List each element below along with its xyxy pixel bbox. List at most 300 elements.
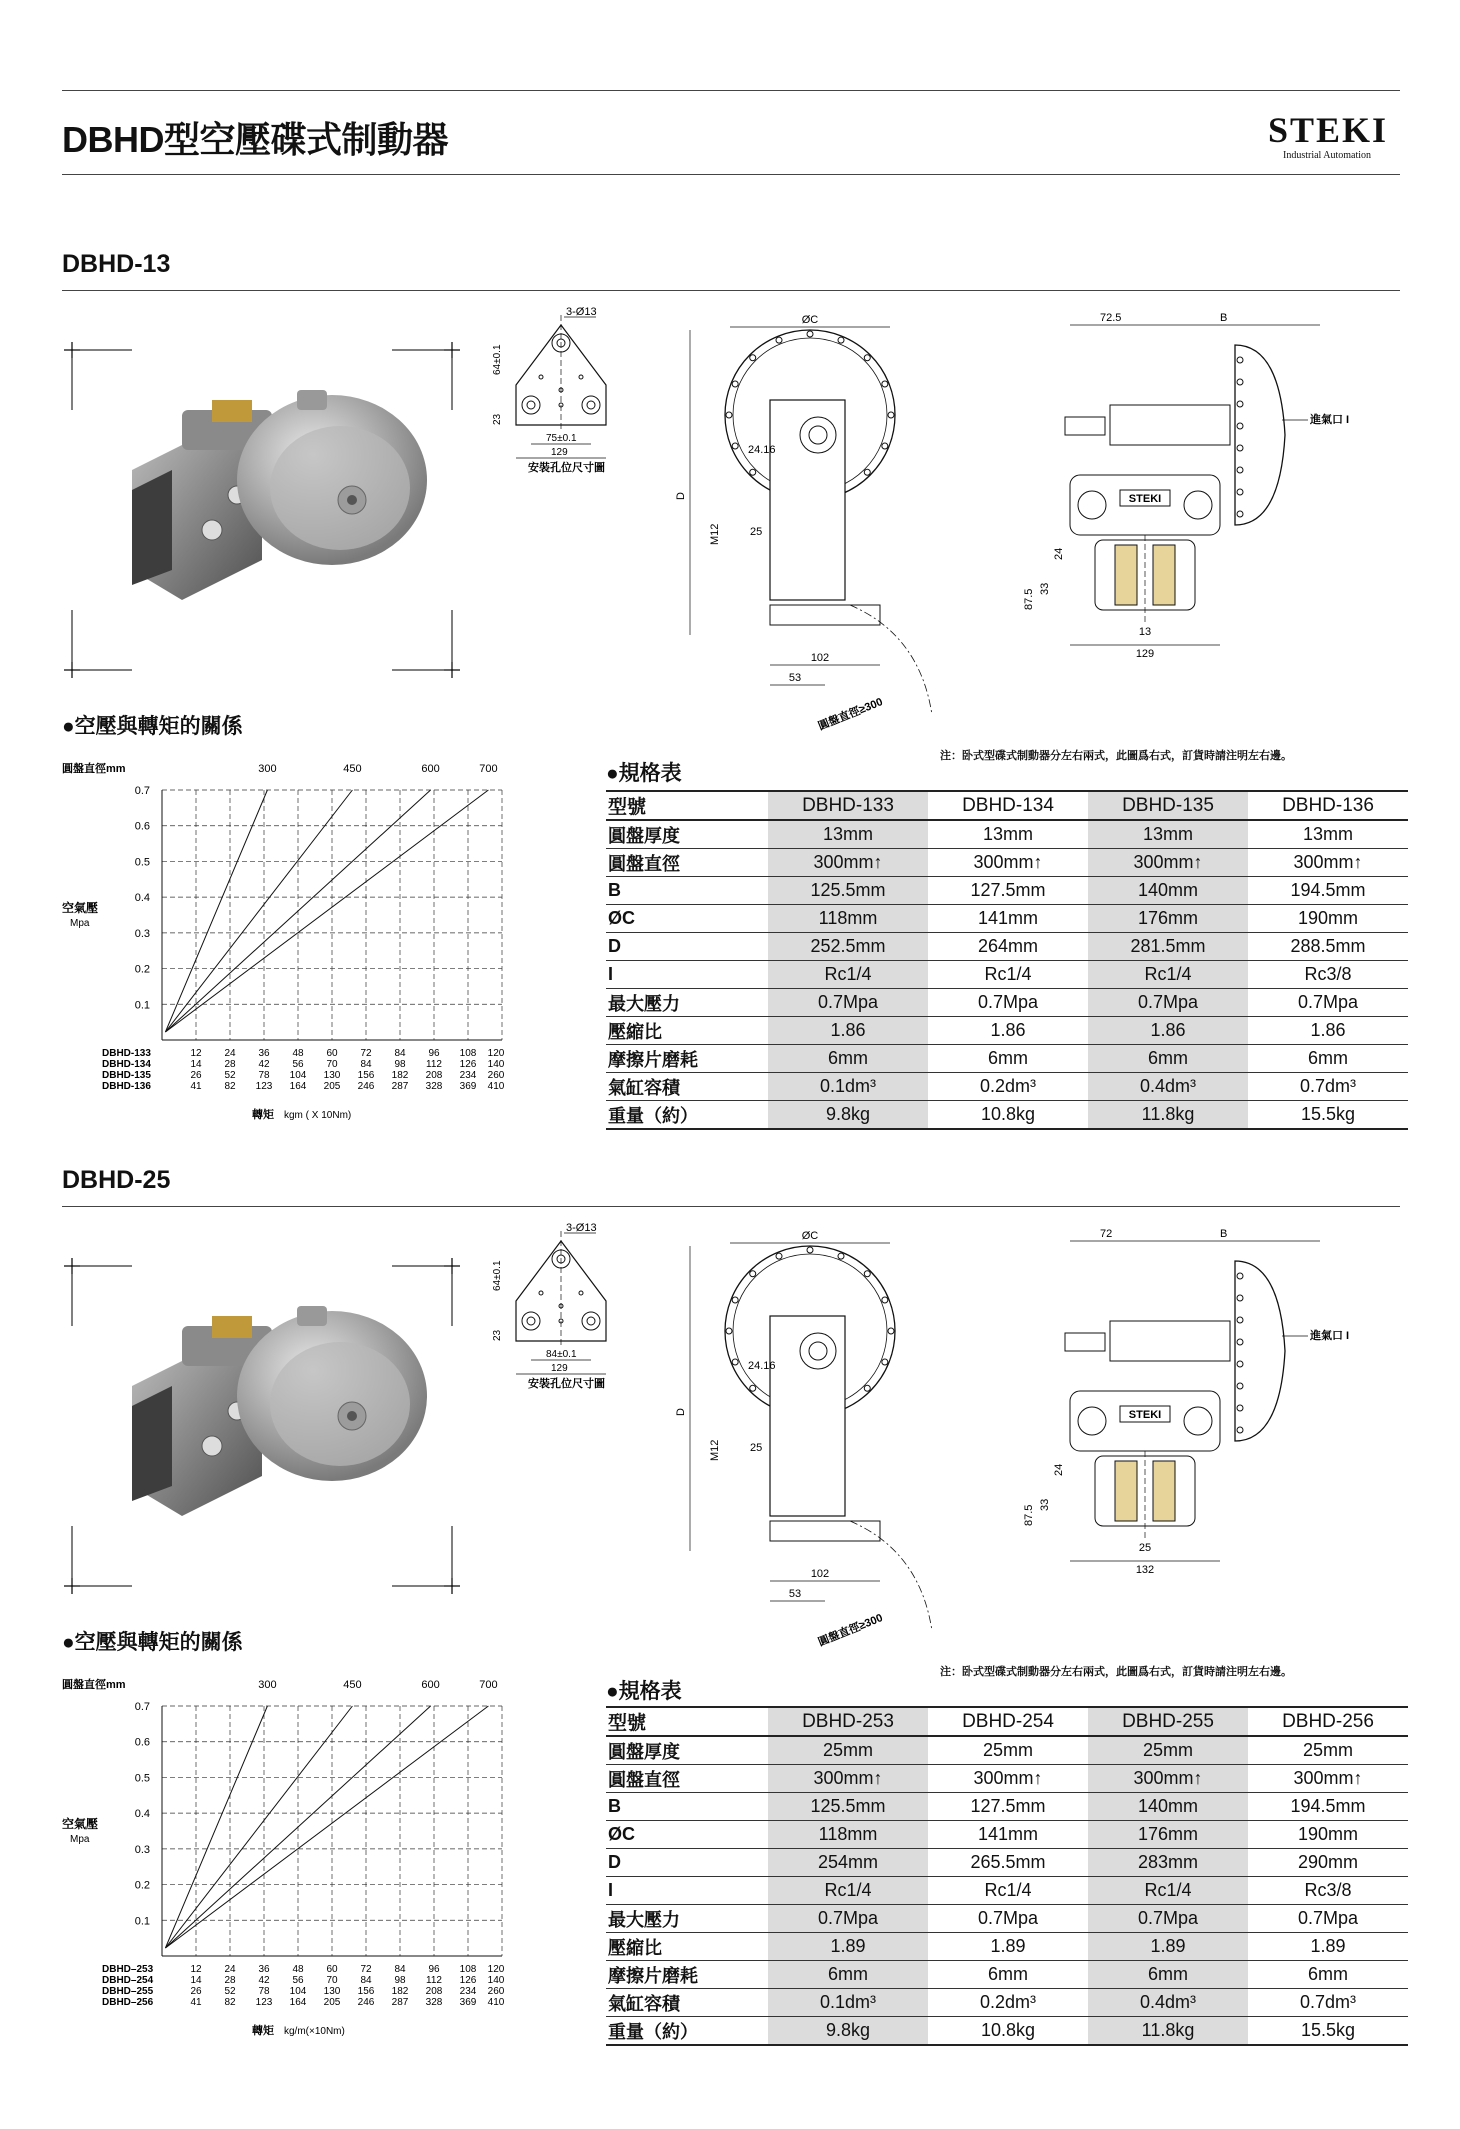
series-line-450 bbox=[165, 790, 352, 1032]
spec-cell: 190mm bbox=[1248, 1821, 1408, 1849]
tick-value: 205 bbox=[323, 1997, 341, 2008]
tick-value: 104 bbox=[289, 1986, 307, 1997]
tick-value: 84 bbox=[360, 1059, 372, 1070]
spec-label: 圓盤厚度 bbox=[606, 1736, 768, 1765]
spec-cell: DBHD-133 bbox=[768, 791, 928, 820]
tick-value: 72 bbox=[360, 1964, 372, 1975]
table-row bbox=[606, 1707, 1408, 1736]
spec-cell: 25mm bbox=[1248, 1736, 1408, 1765]
spec-cell: 125.5mm bbox=[768, 877, 928, 905]
tick-value: 82 bbox=[224, 1997, 236, 2008]
table-row bbox=[606, 961, 1408, 989]
series-line-700 bbox=[165, 1706, 488, 1948]
spec-label: D bbox=[606, 1849, 768, 1877]
tick-value: 130 bbox=[323, 1986, 341, 1997]
side-h2-label: 33 bbox=[1039, 1498, 1051, 1511]
order-note: 注：卧式型碟式制動器分左右兩式，此圖爲右式，訂貨時請注明左右邊。 bbox=[940, 1666, 1292, 1678]
spec-cell: 300mm↑ bbox=[1248, 849, 1408, 877]
product-photo bbox=[62, 1246, 462, 1606]
spec-cell: 25mm bbox=[928, 1736, 1088, 1765]
spec-cell: 9.8kg bbox=[768, 1101, 928, 1130]
tick-value: 260 bbox=[487, 1070, 505, 1081]
side-h3-label: 24 bbox=[1053, 1463, 1065, 1476]
spec-cell: 118mm bbox=[768, 905, 928, 933]
page-title: DBHD型空壓碟式制動器 bbox=[62, 119, 448, 160]
spec-cell: 252.5mm bbox=[768, 933, 928, 961]
y-tick-label: 0.3 bbox=[134, 1843, 150, 1856]
tick-value: 410 bbox=[487, 1997, 505, 2008]
front-m-label: M12 bbox=[709, 1439, 721, 1461]
tick-value: 12 bbox=[190, 1048, 202, 1059]
spec-cell: Rc1/4 bbox=[768, 1877, 928, 1905]
spec-cell: 1.86 bbox=[1088, 1017, 1248, 1045]
spec-cell: 281.5mm bbox=[1088, 933, 1248, 961]
table-row bbox=[606, 1905, 1408, 1933]
spec-cell: 0.7Mpa bbox=[1088, 1905, 1248, 1933]
spec-cell: 13mm bbox=[768, 820, 928, 849]
air-pressure-torque-chart bbox=[62, 1668, 582, 2048]
chart-ylabel-unit: Mpa bbox=[70, 918, 90, 929]
spec-cell: 6mm bbox=[768, 1961, 928, 1989]
spec-label: 摩擦片磨耗 bbox=[606, 1961, 768, 1989]
spec-cell: 9.8kg bbox=[768, 2017, 928, 2046]
tick-value: 287 bbox=[391, 1997, 409, 2008]
specs-title: ●規格表 bbox=[606, 762, 682, 785]
table-row bbox=[606, 849, 1408, 877]
front-view-drawing bbox=[670, 1221, 940, 1651]
brand-logo: STEKI bbox=[1268, 110, 1389, 150]
specs-table bbox=[606, 1706, 1408, 2046]
spec-cell: 194.5mm bbox=[1248, 877, 1408, 905]
tick-value: 60 bbox=[326, 1048, 338, 1059]
side-view-drawing bbox=[1020, 1221, 1350, 1641]
spec-cell: DBHD-136 bbox=[1248, 791, 1408, 820]
spec-cell: 0.7Mpa bbox=[768, 1905, 928, 1933]
tick-value: 70 bbox=[326, 1059, 338, 1070]
disc-label-300: 300 bbox=[258, 1679, 277, 1691]
spec-cell: 11.8kg bbox=[1088, 1101, 1248, 1130]
tick-value: 60 bbox=[326, 1964, 338, 1975]
spec-cell: 1.86 bbox=[768, 1017, 928, 1045]
spec-cell: 141mm bbox=[928, 1821, 1088, 1849]
table-row bbox=[606, 1101, 1408, 1130]
tick-value: 78 bbox=[258, 1070, 270, 1081]
side-a-label: 72.5 bbox=[1100, 312, 1122, 324]
side-nameplate: STEKI bbox=[1128, 1409, 1162, 1421]
table-row bbox=[606, 1073, 1408, 1101]
spec-cell: 141mm bbox=[928, 905, 1088, 933]
tick-value: 140 bbox=[487, 1059, 505, 1070]
table-row bbox=[606, 1017, 1408, 1045]
product-photo bbox=[62, 330, 462, 690]
tick-value: 96 bbox=[428, 1964, 440, 1975]
tick-value: 52 bbox=[224, 1070, 236, 1081]
tick-value: 123 bbox=[255, 1081, 273, 1092]
spec-cell: 140mm bbox=[1088, 1793, 1248, 1821]
spec-cell: Rc1/4 bbox=[928, 961, 1088, 989]
table-row bbox=[606, 1877, 1408, 1905]
spec-cell: 1.86 bbox=[928, 1017, 1088, 1045]
spec-cell: Rc1/4 bbox=[928, 1877, 1088, 1905]
specs-table bbox=[606, 790, 1408, 1130]
tick-value: 208 bbox=[425, 1070, 443, 1081]
front-b-label: 25 bbox=[750, 1442, 763, 1454]
tick-value: 328 bbox=[425, 1997, 443, 2008]
tick-value: 84 bbox=[360, 1975, 372, 1986]
spec-label: 重量（約） bbox=[606, 2017, 768, 2046]
side-w1-label: 13 bbox=[1138, 626, 1152, 638]
spec-cell: 6mm bbox=[1248, 1045, 1408, 1073]
tick-value: 56 bbox=[292, 1059, 304, 1070]
tick-value: 126 bbox=[459, 1059, 477, 1070]
tick-value: 26 bbox=[190, 1070, 202, 1081]
mount-h1-label: 64±0.1 bbox=[492, 344, 503, 375]
spec-cell: 0.7dm³ bbox=[1248, 1989, 1408, 2017]
spec-cell: 264mm bbox=[928, 933, 1088, 961]
y-tick-label: 0.6 bbox=[134, 1736, 150, 1749]
spec-cell: 0.7Mpa bbox=[1248, 1905, 1408, 1933]
tick-value: 208 bbox=[425, 1986, 443, 1997]
front-a-label: 24.16 bbox=[748, 444, 776, 456]
spec-cell: 190mm bbox=[1248, 905, 1408, 933]
spec-cell: 13mm bbox=[928, 820, 1088, 849]
section-rule bbox=[62, 290, 1400, 291]
tick-value: 28 bbox=[224, 1975, 236, 1986]
tick-value: 24 bbox=[224, 1048, 236, 1059]
tick-value: 14 bbox=[190, 1975, 202, 1986]
spec-cell: 0.1dm³ bbox=[768, 1989, 928, 2017]
chart-xlabel-unit: kg/m(×10Nm) bbox=[284, 2026, 345, 2037]
side-b-label: B bbox=[1220, 312, 1228, 324]
spec-cell: DBHD-255 bbox=[1088, 1707, 1248, 1736]
spec-label: 壓縮比 bbox=[606, 1933, 768, 1961]
spec-cell: 127.5mm bbox=[928, 1793, 1088, 1821]
tick-value: 328 bbox=[425, 1081, 443, 1092]
tick-value: 78 bbox=[258, 1986, 270, 1997]
spec-label: 重量（約） bbox=[606, 1101, 768, 1130]
spec-cell: 1.86 bbox=[1248, 1017, 1408, 1045]
disc-label-450: 450 bbox=[343, 763, 362, 775]
side-h1-label: 87.5 bbox=[1023, 588, 1035, 610]
chart-ylabel-top: 圓盤直徑mm bbox=[62, 763, 126, 775]
spec-cell: Rc3/8 bbox=[1248, 1877, 1408, 1905]
y-tick-label: 0.1 bbox=[134, 999, 150, 1012]
spec-cell: DBHD-135 bbox=[1088, 791, 1248, 820]
side-h2-label: 33 bbox=[1039, 582, 1051, 595]
spec-cell: 1.89 bbox=[1248, 1933, 1408, 1961]
spec-label: 圓盤直徑 bbox=[606, 1765, 768, 1793]
spec-cell: 0.7Mpa bbox=[1088, 989, 1248, 1017]
mount-h2-label: 23 bbox=[492, 413, 503, 425]
spec-cell: 25mm bbox=[768, 1736, 928, 1765]
spec-cell: Rc1/4 bbox=[1088, 1877, 1248, 1905]
spec-cell: DBHD-253 bbox=[768, 1707, 928, 1736]
mount-holes-label: 3-Ø13 bbox=[566, 306, 597, 318]
tick-value: 14 bbox=[190, 1059, 202, 1070]
section-rule bbox=[62, 1206, 1400, 1207]
spec-cell: 300mm↑ bbox=[1248, 1765, 1408, 1793]
section-title: DBHD-13 bbox=[62, 250, 171, 278]
tick-row-model: DBHD–253 bbox=[102, 1964, 154, 1975]
specs-title: ●規格表 bbox=[606, 1680, 682, 1703]
tick-value: 104 bbox=[289, 1070, 307, 1081]
tick-value: 205 bbox=[323, 1081, 341, 1092]
tick-value: 82 bbox=[224, 1081, 236, 1092]
mount-caption: 安裝孔位尺寸圖 bbox=[528, 1378, 605, 1390]
tick-value: 108 bbox=[459, 1964, 477, 1975]
mount-h1-label: 64±0.1 bbox=[492, 1260, 503, 1291]
chart-xlabel: 轉矩 bbox=[252, 2025, 274, 2037]
spec-label: 圓盤厚度 bbox=[606, 820, 768, 849]
front-w2-label: 53 bbox=[788, 1588, 802, 1600]
front-b-label: 25 bbox=[750, 526, 763, 538]
spec-label: D bbox=[606, 933, 768, 961]
spec-label: B bbox=[606, 877, 768, 905]
spec-label: 最大壓力 bbox=[606, 989, 768, 1017]
tick-value: 112 bbox=[426, 1059, 442, 1070]
spec-cell: 0.1dm³ bbox=[768, 1073, 928, 1101]
spec-cell: Rc1/4 bbox=[768, 961, 928, 989]
spec-cell: 11.8kg bbox=[1088, 2017, 1248, 2046]
tick-value: 72 bbox=[360, 1048, 372, 1059]
front-w2-label: 53 bbox=[788, 672, 802, 684]
front-view-drawing bbox=[670, 305, 940, 735]
spec-cell: 288.5mm bbox=[1248, 933, 1408, 961]
spec-cell: 0.7Mpa bbox=[928, 989, 1088, 1017]
tick-value: 24 bbox=[224, 1964, 236, 1975]
tick-value: 98 bbox=[394, 1059, 406, 1070]
tick-value: 48 bbox=[292, 1964, 304, 1975]
spec-cell: 140mm bbox=[1088, 877, 1248, 905]
side-h1-label: 87.5 bbox=[1023, 1504, 1035, 1526]
disc-label-300: 300 bbox=[258, 763, 277, 775]
tick-value: 120 bbox=[487, 1048, 505, 1059]
tick-value: 84 bbox=[394, 1964, 406, 1975]
side-w1-label: 25 bbox=[1138, 1542, 1152, 1554]
disc-label-700: 700 bbox=[479, 763, 498, 775]
spec-label: I bbox=[606, 1877, 768, 1905]
spec-cell: 0.2dm³ bbox=[928, 1073, 1088, 1101]
side-b-label: B bbox=[1220, 1228, 1228, 1240]
spec-cell: 0.4dm³ bbox=[1088, 1073, 1248, 1101]
tick-value: 96 bbox=[428, 1048, 440, 1059]
series-line-700 bbox=[165, 790, 488, 1032]
disc-label-600: 600 bbox=[421, 763, 440, 775]
front-m-label: M12 bbox=[709, 523, 721, 545]
spec-cell: 0.4dm³ bbox=[1088, 1989, 1248, 2017]
tick-value: 234 bbox=[459, 1070, 477, 1081]
disc-label-600: 600 bbox=[421, 1679, 440, 1691]
spec-cell: DBHD-134 bbox=[928, 791, 1088, 820]
tick-row-model: DBHD-136 bbox=[102, 1081, 151, 1092]
tick-row-model: DBHD–254 bbox=[102, 1975, 154, 1986]
spec-cell: 6mm bbox=[928, 1961, 1088, 1989]
table-row bbox=[606, 877, 1408, 905]
table-row bbox=[606, 905, 1408, 933]
tick-value: 98 bbox=[394, 1975, 406, 1986]
spec-cell: 13mm bbox=[1088, 820, 1248, 849]
spec-cell: 300mm↑ bbox=[1088, 849, 1248, 877]
tick-value: 260 bbox=[487, 1986, 505, 1997]
spec-cell: 283mm bbox=[1088, 1849, 1248, 1877]
spec-cell: 1.89 bbox=[928, 1933, 1088, 1961]
spec-cell: 127.5mm bbox=[928, 877, 1088, 905]
tick-row-model: DBHD-135 bbox=[102, 1070, 151, 1081]
tick-value: 182 bbox=[391, 1070, 409, 1081]
spec-cell: 300mm↑ bbox=[928, 1765, 1088, 1793]
tick-row-model: DBHD–255 bbox=[102, 1986, 154, 1997]
tick-value: 41 bbox=[190, 1997, 202, 2008]
table-row bbox=[606, 791, 1408, 820]
y-tick-label: 0.3 bbox=[134, 927, 150, 940]
front-c-label: ØC bbox=[801, 314, 819, 326]
chart-xlabel: 轉矩 bbox=[252, 1109, 274, 1121]
spec-cell: 254mm bbox=[768, 1849, 928, 1877]
front-a-label: 24.16 bbox=[748, 1360, 776, 1372]
spec-cell: 300mm↑ bbox=[768, 1765, 928, 1793]
spec-cell: Rc1/4 bbox=[1088, 961, 1248, 989]
tick-value: 234 bbox=[459, 1986, 477, 1997]
front-d-label: D bbox=[675, 492, 687, 500]
tick-value: 246 bbox=[357, 1081, 375, 1092]
tick-value: 156 bbox=[357, 1986, 375, 1997]
tick-value: 48 bbox=[292, 1048, 304, 1059]
front-d-label: D bbox=[675, 1408, 687, 1416]
spec-label: B bbox=[606, 1793, 768, 1821]
tick-row-model: DBHD-133 bbox=[102, 1048, 151, 1059]
y-tick-label: 0.4 bbox=[134, 892, 150, 905]
front-w1-label: 102 bbox=[810, 652, 830, 664]
chart-ylabel: 空氣壓 bbox=[62, 1817, 99, 1831]
table-row bbox=[606, 1736, 1408, 1765]
spec-cell: 15.5kg bbox=[1248, 2017, 1408, 2046]
header-top-rule bbox=[62, 90, 1400, 91]
spec-cell: Rc3/8 bbox=[1248, 961, 1408, 989]
tick-row-model: DBHD–256 bbox=[102, 1997, 154, 2008]
spec-cell: 25mm bbox=[1088, 1736, 1248, 1765]
spec-cell: DBHD-256 bbox=[1248, 1707, 1408, 1736]
mount-w1-label: 84±0.1 bbox=[546, 1349, 577, 1360]
tick-value: 369 bbox=[459, 1997, 477, 2008]
side-h3-label: 24 bbox=[1053, 547, 1065, 560]
spec-cell: 10.8kg bbox=[928, 2017, 1088, 2046]
disc-label-450: 450 bbox=[343, 1679, 362, 1691]
mount-w2-label: 129 bbox=[551, 447, 568, 458]
spec-cell: 15.5kg bbox=[1248, 1101, 1408, 1130]
tick-value: 410 bbox=[487, 1081, 505, 1092]
mount-h2-label: 23 bbox=[492, 1329, 503, 1341]
tick-value: 123 bbox=[255, 1997, 273, 2008]
tick-value: 164 bbox=[289, 1997, 307, 2008]
side-view-drawing bbox=[1020, 305, 1350, 725]
spec-cell: 118mm bbox=[768, 1821, 928, 1849]
spec-cell: 10.8kg bbox=[928, 1101, 1088, 1130]
side-inlet-label: 進氣口 I bbox=[1310, 414, 1350, 426]
mount-holes-label: 3-Ø13 bbox=[566, 1222, 597, 1234]
chart-title: ●空壓與轉矩的關係 bbox=[62, 1631, 243, 1654]
mount-w1-label: 75±0.1 bbox=[546, 433, 577, 444]
y-tick-label: 0.6 bbox=[134, 820, 150, 833]
table-row bbox=[606, 933, 1408, 961]
series-line-300 bbox=[165, 790, 267, 1032]
disc-label-700: 700 bbox=[479, 1679, 498, 1691]
spec-cell: 300mm↑ bbox=[1088, 1765, 1248, 1793]
spec-cell: 176mm bbox=[1088, 905, 1248, 933]
tick-value: 120 bbox=[487, 1964, 505, 1975]
table-row bbox=[606, 1933, 1408, 1961]
side-inlet-label: 進氣口 I bbox=[1310, 1330, 1350, 1342]
order-note: 注：卧式型碟式制動器分左右兩式，此圖爲右式，訂貨時請注明左右邊。 bbox=[940, 750, 1292, 762]
spec-cell: 300mm↑ bbox=[928, 849, 1088, 877]
table-row bbox=[606, 1961, 1408, 1989]
spec-label: 型號 bbox=[606, 1707, 768, 1736]
spec-cell: 1.89 bbox=[1088, 1933, 1248, 1961]
side-a-label: 72 bbox=[1100, 1228, 1113, 1240]
chart-ylabel: 空氣壓 bbox=[62, 901, 99, 915]
tick-value: 164 bbox=[289, 1081, 307, 1092]
mount-caption: 安裝孔位尺寸圖 bbox=[528, 462, 605, 474]
tick-value: 246 bbox=[357, 1997, 375, 2008]
y-tick-label: 0.7 bbox=[134, 1701, 150, 1713]
chart-ylabel-top: 圓盤直徑mm bbox=[62, 1679, 126, 1691]
tick-value: 70 bbox=[326, 1975, 338, 1986]
tick-value: 126 bbox=[459, 1975, 477, 1986]
side-nameplate: STEKI bbox=[1128, 493, 1162, 505]
spec-cell: 176mm bbox=[1088, 1821, 1248, 1849]
table-row bbox=[606, 1989, 1408, 2017]
y-tick-label: 0.5 bbox=[134, 856, 150, 869]
spec-label: 壓縮比 bbox=[606, 1017, 768, 1045]
y-tick-label: 0.2 bbox=[134, 1879, 150, 1892]
spec-cell: 0.2dm³ bbox=[928, 1989, 1088, 2017]
spec-cell: 0.7Mpa bbox=[768, 989, 928, 1017]
front-c-label: ØC bbox=[801, 1230, 819, 1242]
tick-value: 182 bbox=[391, 1986, 409, 1997]
tick-value: 56 bbox=[292, 1975, 304, 1986]
mounting-hole-drawing bbox=[476, 1221, 626, 1391]
table-row bbox=[606, 1849, 1408, 1877]
side-w2-label: 129 bbox=[1135, 648, 1155, 660]
spec-cell: 6mm bbox=[768, 1045, 928, 1073]
tick-value: 287 bbox=[391, 1081, 409, 1092]
y-tick-label: 0.5 bbox=[134, 1772, 150, 1785]
tick-value: 12 bbox=[190, 1964, 202, 1975]
table-row bbox=[606, 1045, 1408, 1073]
tick-value: 108 bbox=[459, 1048, 477, 1059]
spec-label: ØC bbox=[606, 905, 768, 933]
table-row bbox=[606, 1765, 1408, 1793]
side-w2-label: 132 bbox=[1135, 1564, 1155, 1576]
spec-label: 摩擦片磨耗 bbox=[606, 1045, 768, 1073]
spec-label: 最大壓力 bbox=[606, 1905, 768, 1933]
spec-cell: 6mm bbox=[928, 1045, 1088, 1073]
spec-cell: 13mm bbox=[1248, 820, 1408, 849]
chart-ylabel-unit: Mpa bbox=[70, 1834, 90, 1845]
spec-label: 氣缸容積 bbox=[606, 1989, 768, 2017]
spec-label: 型號 bbox=[606, 791, 768, 820]
tick-value: 42 bbox=[258, 1975, 270, 1986]
spec-cell: 0.7Mpa bbox=[928, 1905, 1088, 1933]
spec-cell: DBHD-254 bbox=[928, 1707, 1088, 1736]
spec-label: 圓盤直徑 bbox=[606, 849, 768, 877]
spec-cell: 1.89 bbox=[768, 1933, 928, 1961]
spec-cell: 125.5mm bbox=[768, 1793, 928, 1821]
table-row bbox=[606, 2017, 1408, 2046]
tick-value: 26 bbox=[190, 1986, 202, 1997]
table-row bbox=[606, 820, 1408, 849]
tick-value: 112 bbox=[426, 1975, 442, 1986]
y-tick-label: 0.7 bbox=[134, 785, 150, 797]
